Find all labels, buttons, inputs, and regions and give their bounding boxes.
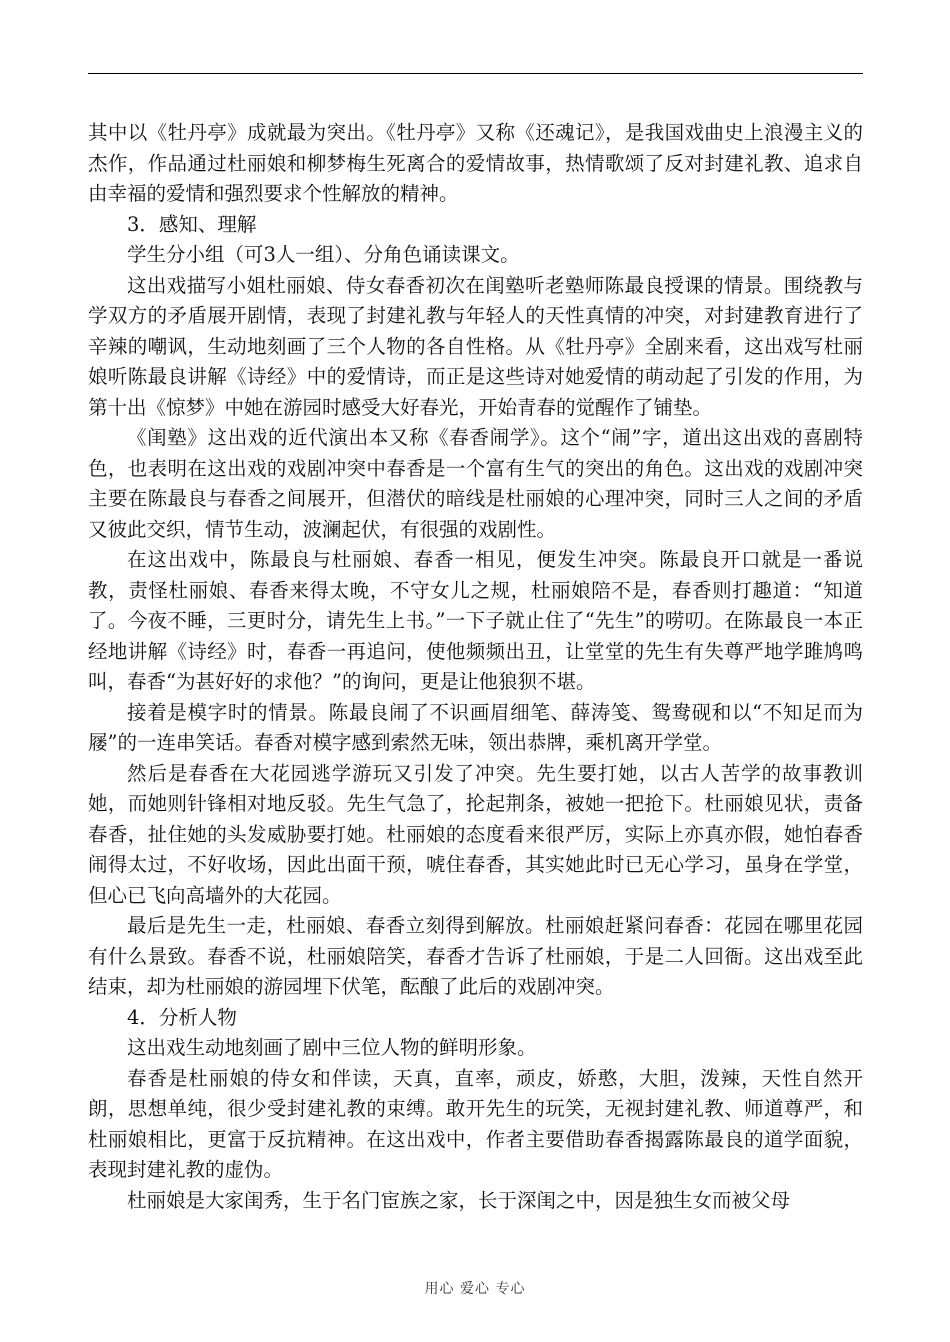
paragraph: 这出戏生动地刻画了剧中三位人物的鲜明形象。 bbox=[127, 1036, 537, 1059]
paragraph: 学生分小组（可3人一组）、分角色诵读课文。 bbox=[127, 243, 520, 266]
paragraph: 春香是杜丽娘的侍女和伴读，天真，直率，顽皮，娇憨，大胆，泼辣，天性自然开朗，思想单纯，很少受封建礼教的束缚。敢开先生的玩笑，无视封建礼教、师道尊严，和杜丽娘相比，更富于反抗精神。在这出戏中，作者主要借助春香揭露陈最良的道学面貌，表现封建礼教的虚伪。 bbox=[88, 1066, 863, 1181]
header-rule bbox=[88, 73, 863, 74]
paragraph: 4．分析人物 bbox=[127, 1005, 237, 1029]
paragraph: 然后是春香在大花园逃学游玩又引发了冲突。先生要打她，以古人苦学的故事教训她，而她则针锋相对地反驳。先生气急了，抡起荆条，被她一把抢下。杜丽娘见状，责备春香，扯住她的头发威胁要打她。杜丽娘的态度看来很严厉，实际上亦真亦假，她怕春香闹得太过，不好收场，因此出面干预，唬住春香，其实她此时已无心学习，虽身在学堂，但心已飞向高墙外的大花园。 bbox=[88, 761, 863, 907]
paragraph: 其中以《牡丹亭》成就最为突出。《牡丹亭》又称《还魂记》，是我国戏曲史上浪漫主义的杰作，作品通过杜丽娘和柳梦梅生死离合的爱情故事，热情歌颂了反对封建礼教、追求自由幸福的爱情和强烈要求个性解放的精神。 bbox=[88, 121, 863, 205]
paragraph: 接着是模字时的情景。陈最良闹了不识画眉细笔、薛涛笺、鸳鸯砚和以“不知足而为屦”的一连串笑话。春香对模字感到索然无味，领出恭牌，乘机离开学堂。 bbox=[88, 700, 863, 754]
paragraph: 《闺塾》这出戏的近代演出本又称《春香闹学》。这个“闹”字，道出这出戏的喜剧特色，也表明在这出戏的戏剧冲突中春香是一个富有生气的突出的角色。这出戏的戏剧冲突主要在陈最良与春香之间展开，但潜伏的暗线是杜丽娘的心理冲突，同时三人之间的矛盾又彼此交织，情节生动，波澜起伏，有很强的戏剧性。 bbox=[88, 426, 863, 541]
body-text bbox=[88, 118, 863, 1216]
paragraph: 杜丽娘是大家闺秀，生于名门宦族之家，长于深闺之中，因是独生女而被父母 bbox=[127, 1188, 791, 1212]
page-footer: 用心 爱心 专心 bbox=[424, 1281, 526, 1297]
paragraph: 在这出戏中，陈最良与杜丽娘、春香一相见，便发生冲突。陈最良开口就是一番说教，责怪杜丽娘、春香来得太晚，不守女儿之规，杜丽娘陪不是，春香则打趣道：“知道了。今夜不睡，三更时分，请先生上书。”一下子就止住了“先生”的唠叨。在陈最良一本正经地讲解《诗经》时，春香一再追问，使他频频出丑，让堂堂的先生有失尊严地学雎鸠鸣叫，春香“为甚好好的求他？”的询问，更是让他狼狈不堪。 bbox=[88, 548, 863, 693]
paragraph: 这出戏描写小姐杜丽娘、侍女春香初次在闺塾听老塾师陈最良授课的情景。围绕教与学双方的矛盾展开剧情，表现了封建礼教与年轻人的天性真情的冲突，对封建教育进行了辛辣的嘲讽，生动地刻画了三个人物的各自性格。从《牡丹亭》全剧来看，这出戏写杜丽娘听陈最良讲解《诗经》中的爱情诗，而正是这些诗对她爱情的萌动起了引发的作用，为第十出《惊梦》中她在游园时感受大好春光，开始青春的觉醒作了铺垫。 bbox=[88, 273, 863, 419]
paragraph: 3．感知、理解 bbox=[127, 212, 257, 236]
paragraph: 最后是先生一走，杜丽娘、春香立刻得到解放。杜丽娘赶紧问春香：花园在哪里花园有什么景致。春香不说，杜丽娘陪笑，春香才告诉了杜丽娘，于是二人回衙。这出戏至此结束，却为杜丽娘的游园埋下伏笔，酝酿了此后的戏剧冲突。 bbox=[88, 914, 863, 998]
